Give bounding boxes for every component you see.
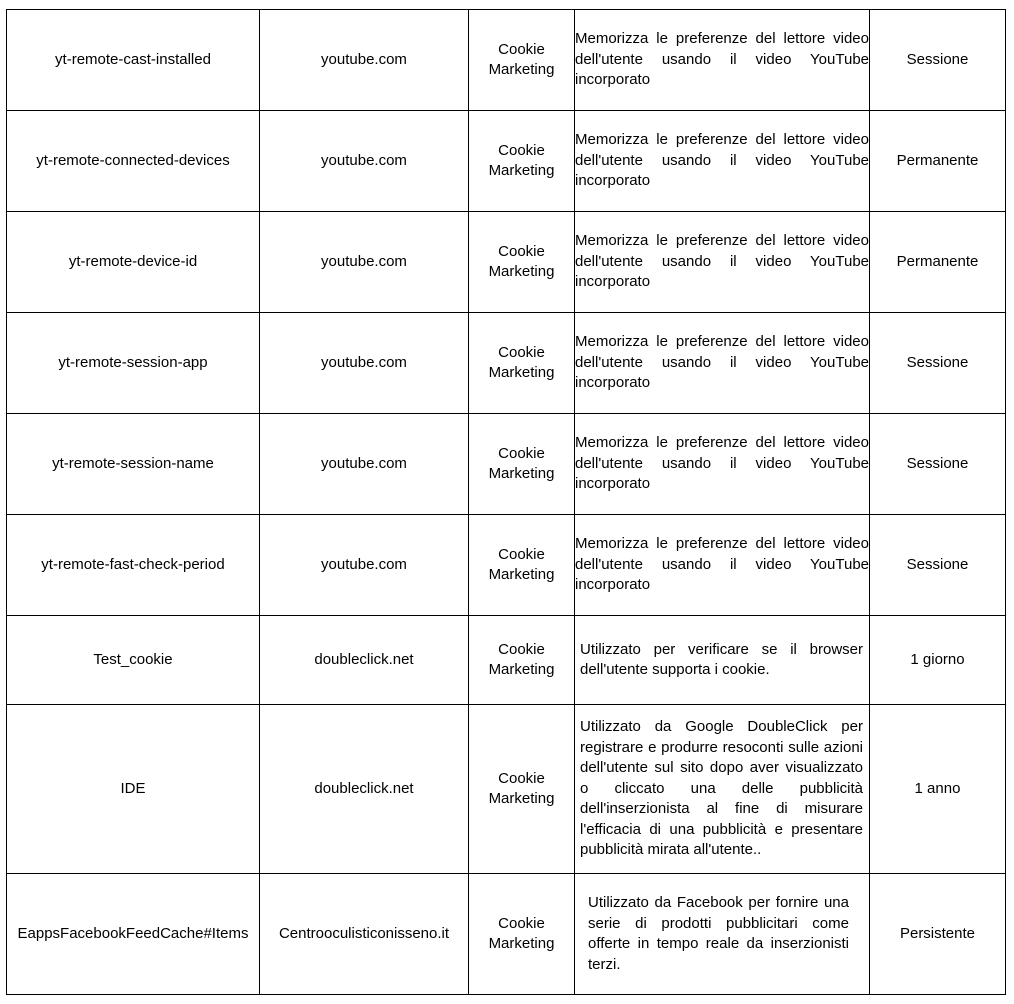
cookie-description: Memorizza le preferenze del lettore video dell'utente usando il video YouTube incorporato <box>575 414 870 515</box>
cookie-name: Test_cookie <box>7 616 260 705</box>
cookie-description: Memorizza le preferenze del lettore video dell'utente usando il video YouTube incorporato <box>575 313 870 414</box>
cookie-duration: 1 giorno <box>870 616 1006 705</box>
cookie-name: EappsFacebookFeedCache#Items <box>7 874 260 995</box>
table-row <box>7 10 1006 111</box>
table-row <box>7 414 1006 515</box>
cookie-domain: youtube.com <box>260 111 469 212</box>
table-row <box>7 111 1006 212</box>
cookie-description: Utilizzato da Facebook per fornire una serie di prodotti pubblicitari come offerte in tempo reale da inserzionisti terzi. <box>575 874 870 995</box>
cookie-description: Memorizza le preferenze del lettore video dell'utente usando il video YouTube incorporato <box>575 515 870 616</box>
cookie-type: Cookie Marketing <box>469 616 575 705</box>
cookie-duration: 1 anno <box>870 705 1006 874</box>
cookie-description: Utilizzato da Google DoubleClick per registrare e produrre resoconti sulle azioni dell'utente sul sito dopo aver visualizzato o cliccato una delle pubblicità dell'inserzionista al fine di misurare l'efficacia di una pubblicità e presentare pubblicità mirata all'utente.. <box>575 705 870 874</box>
cookie-type: Cookie Marketing <box>469 212 575 313</box>
table-row <box>7 212 1006 313</box>
cookie-duration: Sessione <box>870 10 1006 111</box>
cookie-name: IDE <box>7 705 260 874</box>
cookie-domain: youtube.com <box>260 313 469 414</box>
cookie-type: Cookie Marketing <box>469 705 575 874</box>
cookie-name: yt-remote-device-id <box>7 212 260 313</box>
cookie-name: yt-remote-session-name <box>7 414 260 515</box>
cookie-duration: Permanente <box>870 111 1006 212</box>
cookie-domain: youtube.com <box>260 10 469 111</box>
cookie-description: Utilizzato per verificare se il browser dell'utente supporta i cookie. <box>575 616 870 705</box>
cookie-description: Memorizza le preferenze del lettore video dell'utente usando il video YouTube incorporato <box>575 111 870 212</box>
cookie-type: Cookie Marketing <box>469 414 575 515</box>
cookie-type: Cookie Marketing <box>469 313 575 414</box>
cookie-domain: youtube.com <box>260 515 469 616</box>
cookie-duration: Sessione <box>870 414 1006 515</box>
cookie-name: yt-remote-session-app <box>7 313 260 414</box>
cookie-type: Cookie Marketing <box>469 515 575 616</box>
cookie-duration: Sessione <box>870 515 1006 616</box>
cookie-name: yt-remote-cast-installed <box>7 10 260 111</box>
cookie-domain: doubleclick.net <box>260 616 469 705</box>
cookie-table <box>6 9 1006 995</box>
table-row <box>7 874 1006 995</box>
cookie-domain: youtube.com <box>260 212 469 313</box>
cookie-domain: doubleclick.net <box>260 705 469 874</box>
table-row <box>7 705 1006 874</box>
cookie-duration: Permanente <box>870 212 1006 313</box>
table-row <box>7 616 1006 705</box>
cookie-name: yt-remote-fast-check-period <box>7 515 260 616</box>
cookie-duration: Sessione <box>870 313 1006 414</box>
cookie-description: Memorizza le preferenze del lettore video dell'utente usando il video YouTube incorporato <box>575 212 870 313</box>
table-row <box>7 515 1006 616</box>
cookie-domain: youtube.com <box>260 414 469 515</box>
cookie-description: Memorizza le preferenze del lettore video dell'utente usando il video YouTube incorporato <box>575 10 870 111</box>
cookie-domain: Centrooculisticonisseno.it <box>260 874 469 995</box>
cookie-type: Cookie Marketing <box>469 874 575 995</box>
cookie-type: Cookie Marketing <box>469 10 575 111</box>
cookie-duration: Persistente <box>870 874 1006 995</box>
table-row <box>7 313 1006 414</box>
cookie-type: Cookie Marketing <box>469 111 575 212</box>
cookie-name: yt-remote-connected-devices <box>7 111 260 212</box>
